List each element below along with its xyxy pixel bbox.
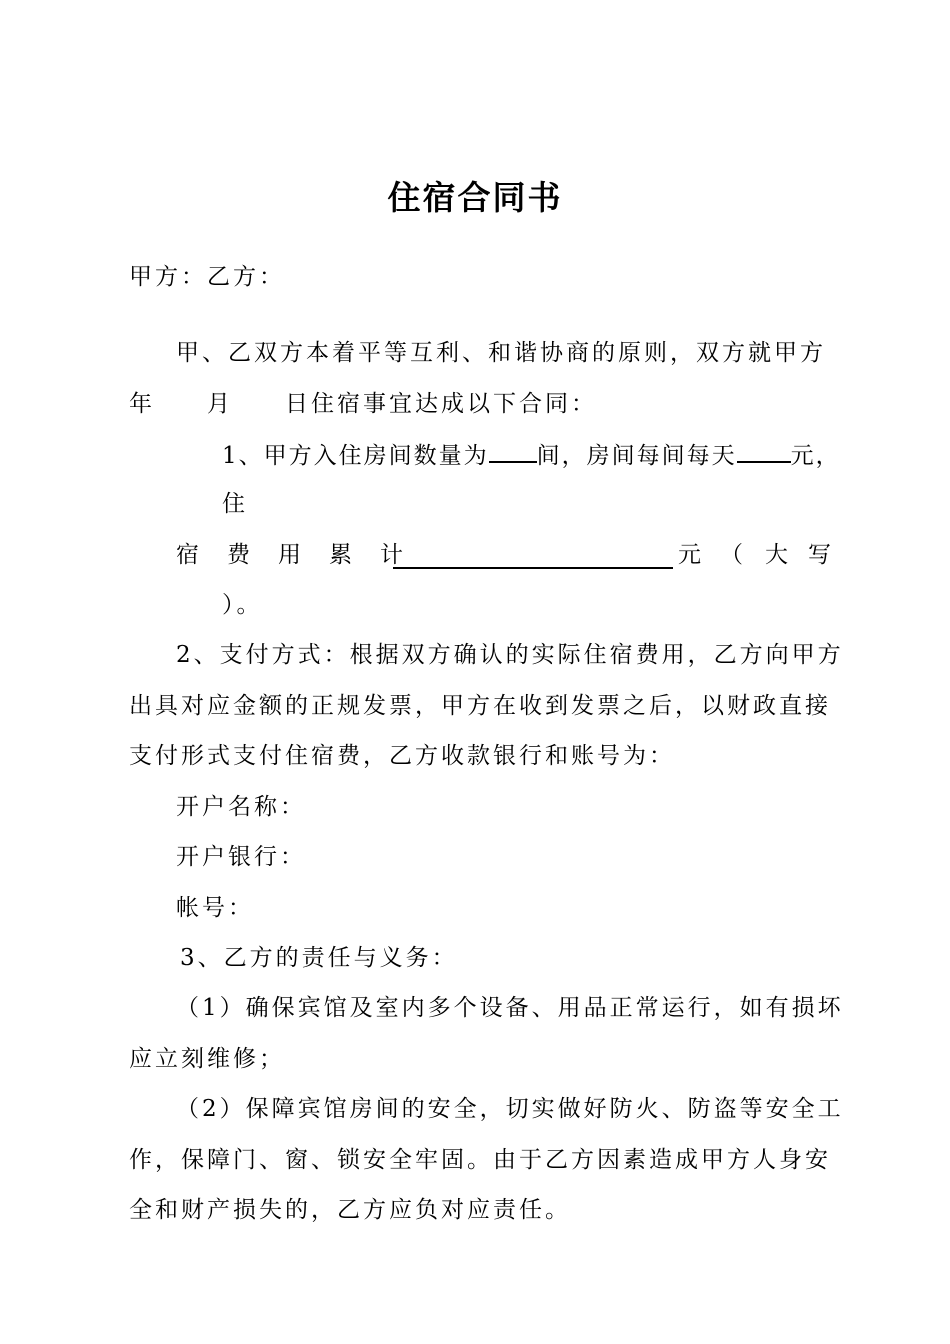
intro-rest: 日住宿事宜达成以下合同： bbox=[285, 391, 597, 417]
clause-1-xie: 写 bbox=[808, 542, 834, 568]
clause-2-line-3: 支付形式支付住宿费，乙方收款银行和账号为： bbox=[129, 743, 675, 769]
bank-name-label: 开户银行： bbox=[176, 844, 306, 870]
account-number-label: 帐号： bbox=[176, 895, 254, 921]
document-title: 住宿合同书 bbox=[387, 178, 563, 217]
room-count-blank bbox=[489, 439, 537, 463]
clause-3-item-1-line-2: 应立刻维修； bbox=[129, 1046, 285, 1072]
clause-2-line-2: 出具对应金额的正规发票，甲方在收到发票之后，以财政直接 bbox=[129, 693, 831, 719]
clause-1-line-4: ）。 bbox=[222, 592, 263, 618]
clause-1-line-3-label: 宿费用累计 bbox=[176, 542, 431, 568]
clause-3-item-2-line-1: （2）保障宾馆房间的安全，切实做好防火、防盗等安全工 bbox=[176, 1096, 844, 1122]
clause-3-item-1-line-1: （1）确保宾馆及室内多个设备、用品正常运行，如有损坏 bbox=[176, 995, 844, 1021]
total-fee-blank bbox=[393, 545, 673, 569]
clause-1-part-1: 1、甲方入住房间数量为 bbox=[222, 443, 489, 469]
intro-month: 月 bbox=[207, 391, 233, 417]
clause-1-line-2: 住 bbox=[222, 491, 248, 517]
clause-1-line-1 bbox=[222, 439, 841, 471]
clause-1-part-2: 间，房间每间每天 bbox=[536, 443, 737, 469]
clause-1-yuan: 元 bbox=[678, 542, 704, 568]
bank-account-name-label: 开户名称： bbox=[176, 794, 306, 820]
daily-rate-blank bbox=[737, 439, 791, 463]
intro-year: 年 bbox=[129, 391, 155, 417]
clause-3-item-2-line-2: 作，保障门、窗、锁安全牢固。由于乙方因素造成甲方人身安 bbox=[129, 1147, 831, 1173]
clause-1-paren-open: （ bbox=[720, 542, 746, 568]
parties-line: 甲方：乙方： bbox=[129, 264, 285, 290]
clause-2-line-1: 2、支付方式：根据双方确认的实际住宿费用，乙方向甲方 bbox=[176, 642, 844, 668]
clause-3-heading: 3、乙方的责任与义务： bbox=[180, 945, 458, 971]
intro-line-2 bbox=[129, 389, 597, 419]
clause-1-part-3: 元， bbox=[790, 443, 841, 469]
clause-1-da: 大 bbox=[765, 542, 791, 568]
intro-line-1: 甲、乙双方本着平等互利、和谐协商的原则，双方就甲方 bbox=[176, 340, 826, 366]
clause-3-item-2-line-3: 全和财产损失的，乙方应负对应责任。 bbox=[129, 1197, 571, 1223]
